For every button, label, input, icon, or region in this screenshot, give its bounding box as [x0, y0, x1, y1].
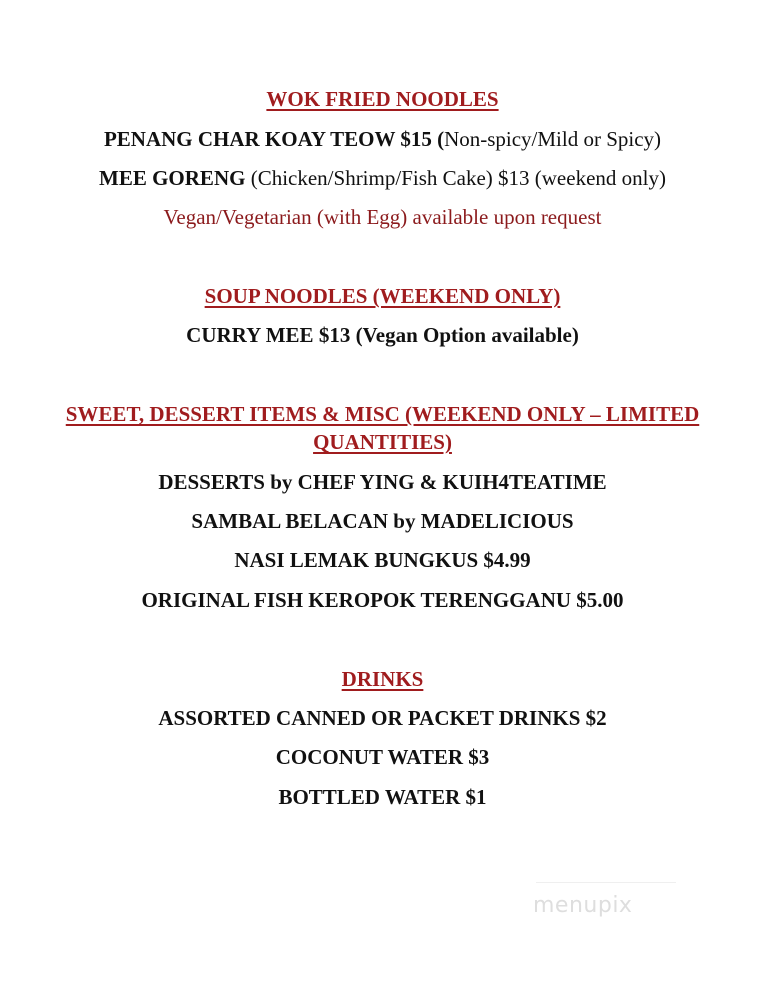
menu-item-nasi-lemak: NASI LEMAK BUNGKUS $4.99 [234, 548, 531, 572]
section-heading-wok-fried-noodles: WOK FRIED NOODLES [266, 87, 499, 111]
item-detail: Non-spicy/Mild or Spicy) [444, 127, 662, 151]
menu-item-curry-mee: CURRY MEE $13 (Vegan Option available) [186, 323, 579, 347]
section-heading-soup-noodles: SOUP NOODLES (WEEKEND ONLY) [204, 284, 561, 308]
menu-item-sambal-belacan: SAMBAL BELACAN by MADELICIOUS [191, 509, 574, 533]
section-heading-drinks: DRINKS [341, 667, 424, 691]
section-heading-sweet-dessert: SWEET, DESSERT ITEMS & MISC (WEEKEND ONLY – LIMITED QUANTITIES) [65, 402, 700, 454]
menu-item-canned-drinks: ASSORTED CANNED OR PACKET DRINKS $2 [158, 706, 607, 730]
menu-item-fish-keropok: ORIGINAL FISH KEROPOK TERENGGANU $5.00 [141, 588, 624, 612]
menu-item-char-koay-teow [0, 126, 765, 152]
vegan-note: Vegan/Vegetarian (with Egg) available upon request [163, 205, 602, 229]
menu-item-coconut-water: COCONUT WATER $3 [275, 745, 490, 769]
menu-item-desserts: DESSERTS by CHEF YING & KUIH4TEATIME [158, 470, 607, 494]
menu-item-mee-goreng [0, 165, 765, 191]
item-name: MEE GORENG [99, 166, 246, 190]
item-name: PENANG CHAR KOAY TEOW $15 ( [103, 127, 445, 151]
watermark-divider [536, 882, 676, 883]
watermark-logo: menupix [533, 893, 633, 918]
menu-item-bottled-water: BOTTLED WATER $1 [278, 785, 487, 809]
item-detail: (Chicken/Shrimp/Fish Cake) $13 (weekend only) [245, 166, 666, 190]
